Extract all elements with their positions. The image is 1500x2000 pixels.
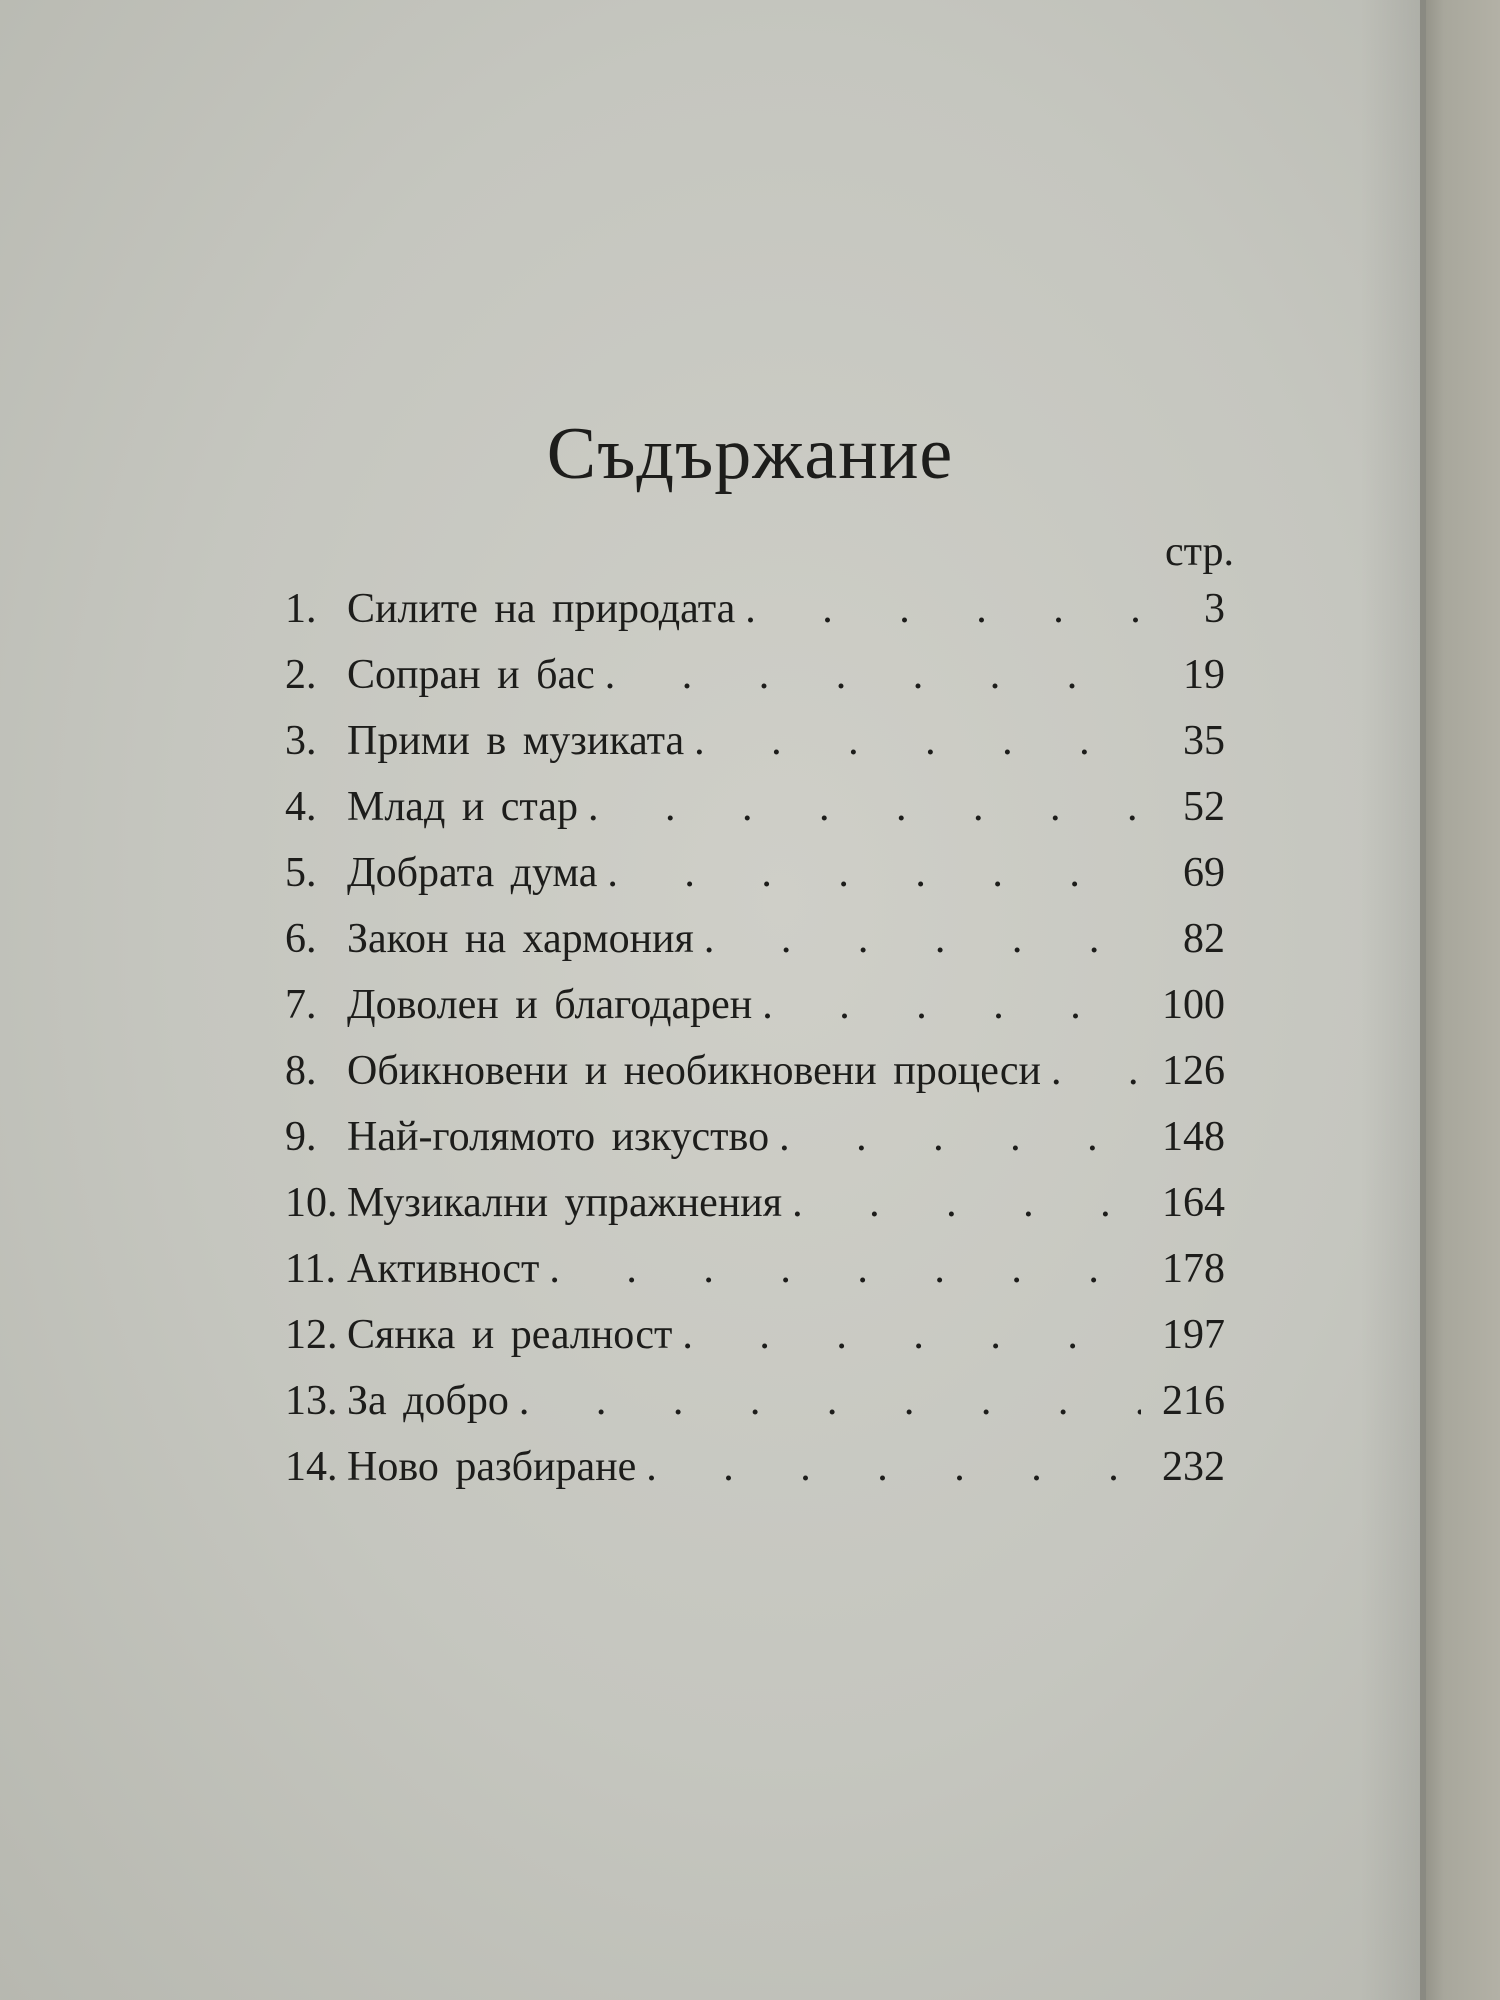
dot-leader [762, 981, 1141, 1029]
entry-page: 52 [1183, 784, 1225, 830]
entry-page: 35 [1183, 718, 1225, 764]
dot-leader [588, 783, 1141, 831]
toc-entry [285, 915, 1225, 981]
toc-entry [285, 1047, 1225, 1113]
toc-entry [285, 1311, 1225, 1377]
toc-entry [285, 717, 1225, 783]
entry-page: 3 [1204, 586, 1225, 632]
toc-entry [285, 981, 1225, 1047]
entry-number: 13. [285, 1378, 338, 1424]
toc-entry [285, 783, 1225, 849]
entry-number: 12. [285, 1312, 338, 1358]
toc-entry [285, 651, 1225, 717]
entry-page: 197 [1162, 1312, 1225, 1358]
entry-number: 1. [285, 586, 317, 632]
entry-number: 7. [285, 982, 317, 1028]
entry-number: 9. [285, 1114, 317, 1160]
table-of-contents [285, 585, 1225, 1509]
entry-page: 178 [1162, 1246, 1225, 1292]
entry-title: Обикновени и необикновени процеси [347, 1048, 1041, 1094]
entry-title: Силите на природата [347, 586, 736, 632]
entry-number: 11. [285, 1246, 336, 1292]
dot-leader [792, 1179, 1141, 1227]
dot-leader [1051, 1047, 1141, 1095]
entry-title: Музикални упражнения [347, 1180, 783, 1226]
entry-page: 164 [1162, 1180, 1225, 1226]
entry-title: Най-голямото изкуство [347, 1114, 770, 1160]
toc-entry [285, 1377, 1225, 1443]
entry-title: Активност [347, 1246, 540, 1292]
entry-number: 4. [285, 784, 317, 830]
entry-title: За добро [347, 1378, 509, 1424]
entry-page: 19 [1183, 652, 1225, 698]
entry-page: 100 [1162, 982, 1225, 1028]
entry-number: 2. [285, 652, 317, 698]
entry-number: 6. [285, 916, 317, 962]
toc-entry [285, 1443, 1225, 1509]
entry-title: Сопран и бас [347, 652, 595, 698]
toc-entry [285, 585, 1225, 651]
entry-title: Ново разбиране [347, 1444, 637, 1490]
dot-leader [549, 1245, 1141, 1293]
dot-leader [694, 717, 1141, 765]
dot-leader [779, 1113, 1141, 1161]
entry-page: 69 [1183, 850, 1225, 896]
entry-title: Доволен и благодарен [347, 982, 753, 1028]
toc-entry [285, 1179, 1225, 1245]
dot-leader [704, 915, 1141, 963]
entry-number: 8. [285, 1048, 317, 1094]
entry-page: 232 [1162, 1444, 1225, 1490]
entry-page: 126 [1162, 1048, 1225, 1094]
entry-number: 14. [285, 1444, 338, 1490]
entry-title: Млад и стар [347, 784, 578, 830]
dot-leader [605, 651, 1141, 699]
entry-title: Сянка и реалност [347, 1312, 673, 1358]
entry-number: 3. [285, 718, 317, 764]
entry-number: 5. [285, 850, 317, 896]
entry-page: 82 [1183, 916, 1225, 962]
dot-leader [682, 1311, 1141, 1359]
dot-leader [519, 1377, 1141, 1425]
entry-title: Закон на хармония [347, 916, 694, 962]
entry-title: Добрата дума [347, 850, 598, 896]
toc-entry [285, 849, 1225, 915]
dot-leader [646, 1443, 1141, 1491]
page-edge [1420, 0, 1500, 2000]
toc-entry [285, 1245, 1225, 1311]
entry-title: Прими в музиката [347, 718, 685, 764]
page-column-label: стр. [1165, 529, 1235, 575]
entry-number: 10. [285, 1180, 338, 1226]
entry-page: 148 [1162, 1114, 1225, 1160]
dot-leader [607, 849, 1141, 897]
toc-entry [285, 1113, 1225, 1179]
dot-leader [745, 585, 1141, 633]
page-title: Съдържание [546, 413, 954, 495]
entry-page: 216 [1162, 1378, 1225, 1424]
